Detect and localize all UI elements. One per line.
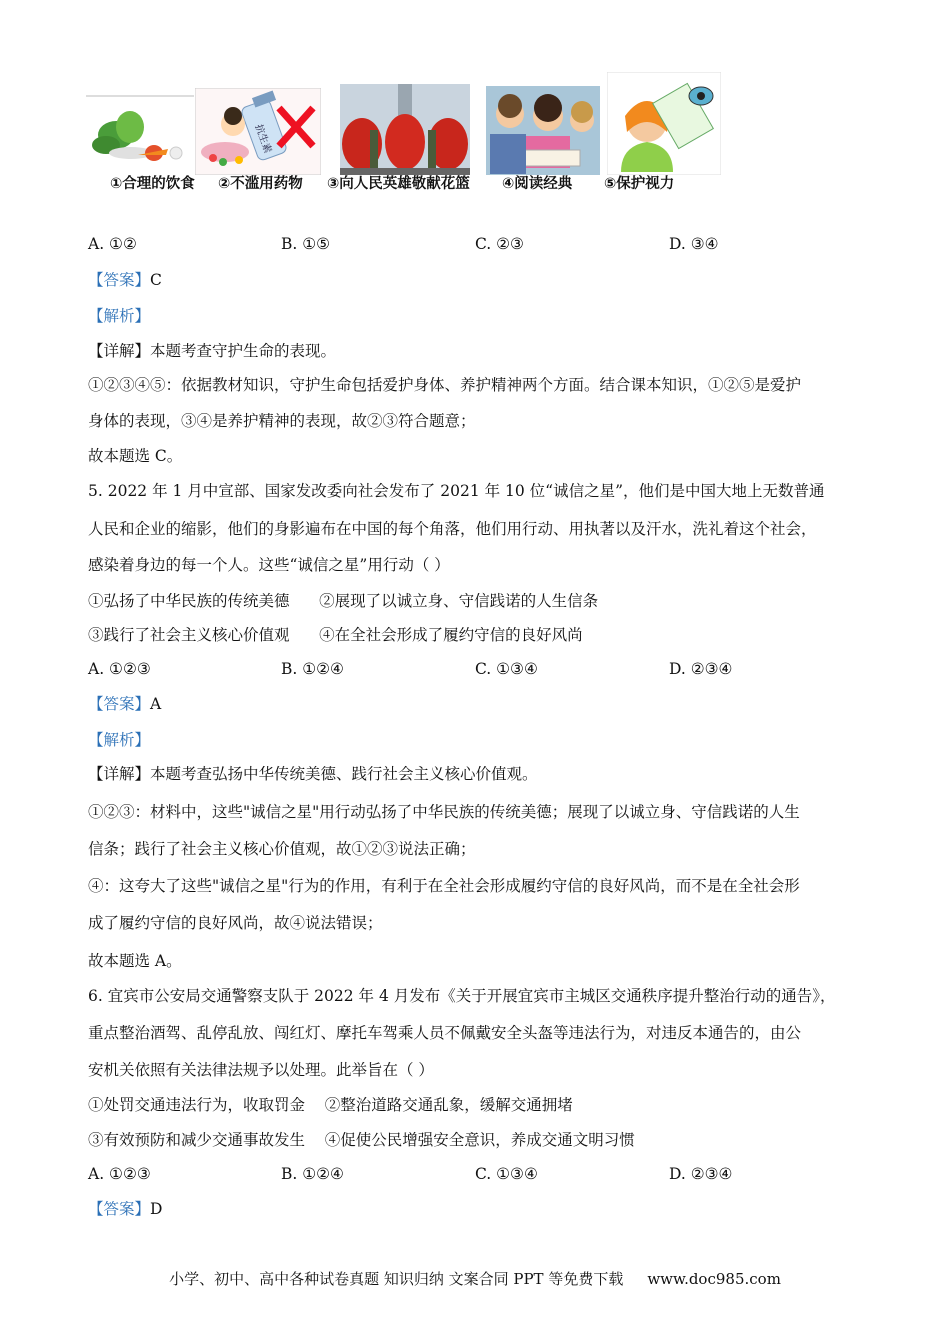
- q4-option-a: A. ①②: [88, 235, 137, 253]
- q6-option-d: D. ②③④: [669, 1165, 733, 1183]
- q5-stem-line: 5. 2022 年 1 月中宣部、国家发改委向社会发布了 2021 年 10 位“诚信之星”，他们是中国大地上无数普通: [88, 482, 825, 500]
- q4-option-c: C. ②③: [475, 235, 524, 253]
- answer-tag: 【答案】: [88, 271, 151, 289]
- caption-1: ①合理的饮食: [110, 176, 195, 192]
- q5-analysis-line: ①②③：材料中，这些"诚信之星"用行动弘扬了中华民族的传统美德；展现了以诚立身、守信践诺的人生: [88, 803, 800, 821]
- q5-option-b: B. ①②④: [281, 660, 344, 678]
- answer-value: C: [150, 271, 162, 289]
- q6-stem-line: 安机关依照有关法律法规予以处理。此举旨在（ ）: [88, 1061, 434, 1079]
- caption-5: ⑤保护视力: [604, 176, 675, 192]
- bottle-label: 抗生素: [252, 122, 273, 155]
- q4-analysis-tag: 【解析】: [88, 307, 151, 325]
- footer-url[interactable]: www.doc985.com: [647, 1270, 781, 1288]
- q5-item-line: ③践行了社会主义核心价值观 ④在全社会形成了履约守信的良好风尚: [88, 626, 583, 644]
- answer-tag: 【答案】: [88, 1200, 151, 1218]
- footer-text: 小学、初中、高中各种试卷真题 知识归纳 文案合同 PPT 等免费下载: [169, 1270, 624, 1288]
- q5-analysis-line: ④：这夸大了这些"诚信之星"行为的作用，有利于在全社会形成履约守信的良好风尚，而不是在全社会形: [88, 877, 800, 895]
- detail-tag: 【详解】: [88, 765, 151, 783]
- q5-analysis-line: 信条；践行了社会主义核心价值观，故①②③说法正确；: [88, 840, 476, 858]
- q5-option-d: D. ②③④: [669, 660, 733, 678]
- caption-2: ②不滥用药物: [218, 176, 303, 192]
- vegetables-image: [86, 95, 194, 175]
- q6-option-b: B. ①②④: [281, 1165, 344, 1183]
- detail-text: 本题考查弘扬中华传统美德、践行社会主义核心价值观。: [150, 765, 538, 783]
- q4-analysis-line: 身体的表现，③④是养护精神的表现，故②③符合题意；: [88, 412, 476, 430]
- q5-analysis-line: 成了履约守信的良好风尚，故④说法错误；: [88, 914, 383, 932]
- detail-text: 本题考查守护生命的表现。: [150, 342, 337, 360]
- q6-stem-line: 重点整治酒驾、乱停乱放、闯红灯、摩托车驾乘人员不佩戴安全头盔等违法行为，对违反本通告的，由公: [88, 1024, 802, 1042]
- page-footer: [0, 1268, 950, 1289]
- q6-option-a: A. ①②③: [88, 1165, 151, 1183]
- q5-analysis-line: 故本题选 A。: [88, 952, 182, 970]
- q5-analysis-tag: 【解析】: [88, 731, 151, 749]
- q5-answer: [88, 694, 161, 714]
- q4-analysis-line: ①②③④⑤：依据教材知识，守护生命包括爱护身体、养护精神两个方面。结合课本知识，①②⑤是爱护: [88, 376, 802, 394]
- caption-3: ③向人民英雄敬献花篮: [327, 176, 470, 192]
- answer-value: D: [150, 1200, 163, 1218]
- q6-answer: [88, 1199, 162, 1219]
- q4-analysis-line: 故本题选 C。: [88, 447, 183, 465]
- q5-stem-line: 人民和企业的缩影，他们的身影遍布在中国的每个角落，他们用行动、用执著以及汗水，洗礼着这个社会，: [88, 520, 817, 538]
- answer-value: A: [150, 695, 162, 713]
- q4-option-b: B. ①⑤: [281, 235, 331, 253]
- medicine-image: [195, 88, 321, 175]
- q4-detail: [88, 341, 336, 361]
- q4-option-d: D. ③④: [669, 235, 719, 253]
- caption-4: ④阅读经典: [502, 176, 573, 192]
- q6-item-line: ③有效预防和减少交通事故发生 ④促使公民增强安全意识，养成交通文明习惯: [88, 1131, 635, 1149]
- q5-item-line: ①弘扬了中华民族的传统美德 ②展现了以诚立身、守信践诺的人生信条: [88, 592, 599, 610]
- q5-stem-line: 感染着身边的每一个人。这些“诚信之星”用行动（ ）: [88, 556, 450, 574]
- q4-answer: [88, 270, 162, 290]
- detail-tag: 【详解】: [88, 342, 151, 360]
- q5-option-c: C. ①③④: [475, 660, 538, 678]
- q5-option-a: A. ①②③: [88, 660, 151, 678]
- reading-image: [486, 86, 600, 175]
- eye-care-image: [607, 72, 721, 175]
- answer-tag: 【答案】: [88, 695, 151, 713]
- q5-detail: [88, 764, 538, 784]
- q6-option-c: C. ①③④: [475, 1165, 538, 1183]
- q6-stem-line: 6. 宜宾市公安局交通警察支队于 2022 年 4 月发布《关于开展宜宾市主城区交通秩序提升整治行动的通告》，: [88, 987, 836, 1005]
- flower-basket-image: [340, 84, 470, 175]
- q6-item-line: ①处罚交通违法行为，收取罚金 ②整治道路交通乱象，缓解交通拥堵: [88, 1096, 573, 1114]
